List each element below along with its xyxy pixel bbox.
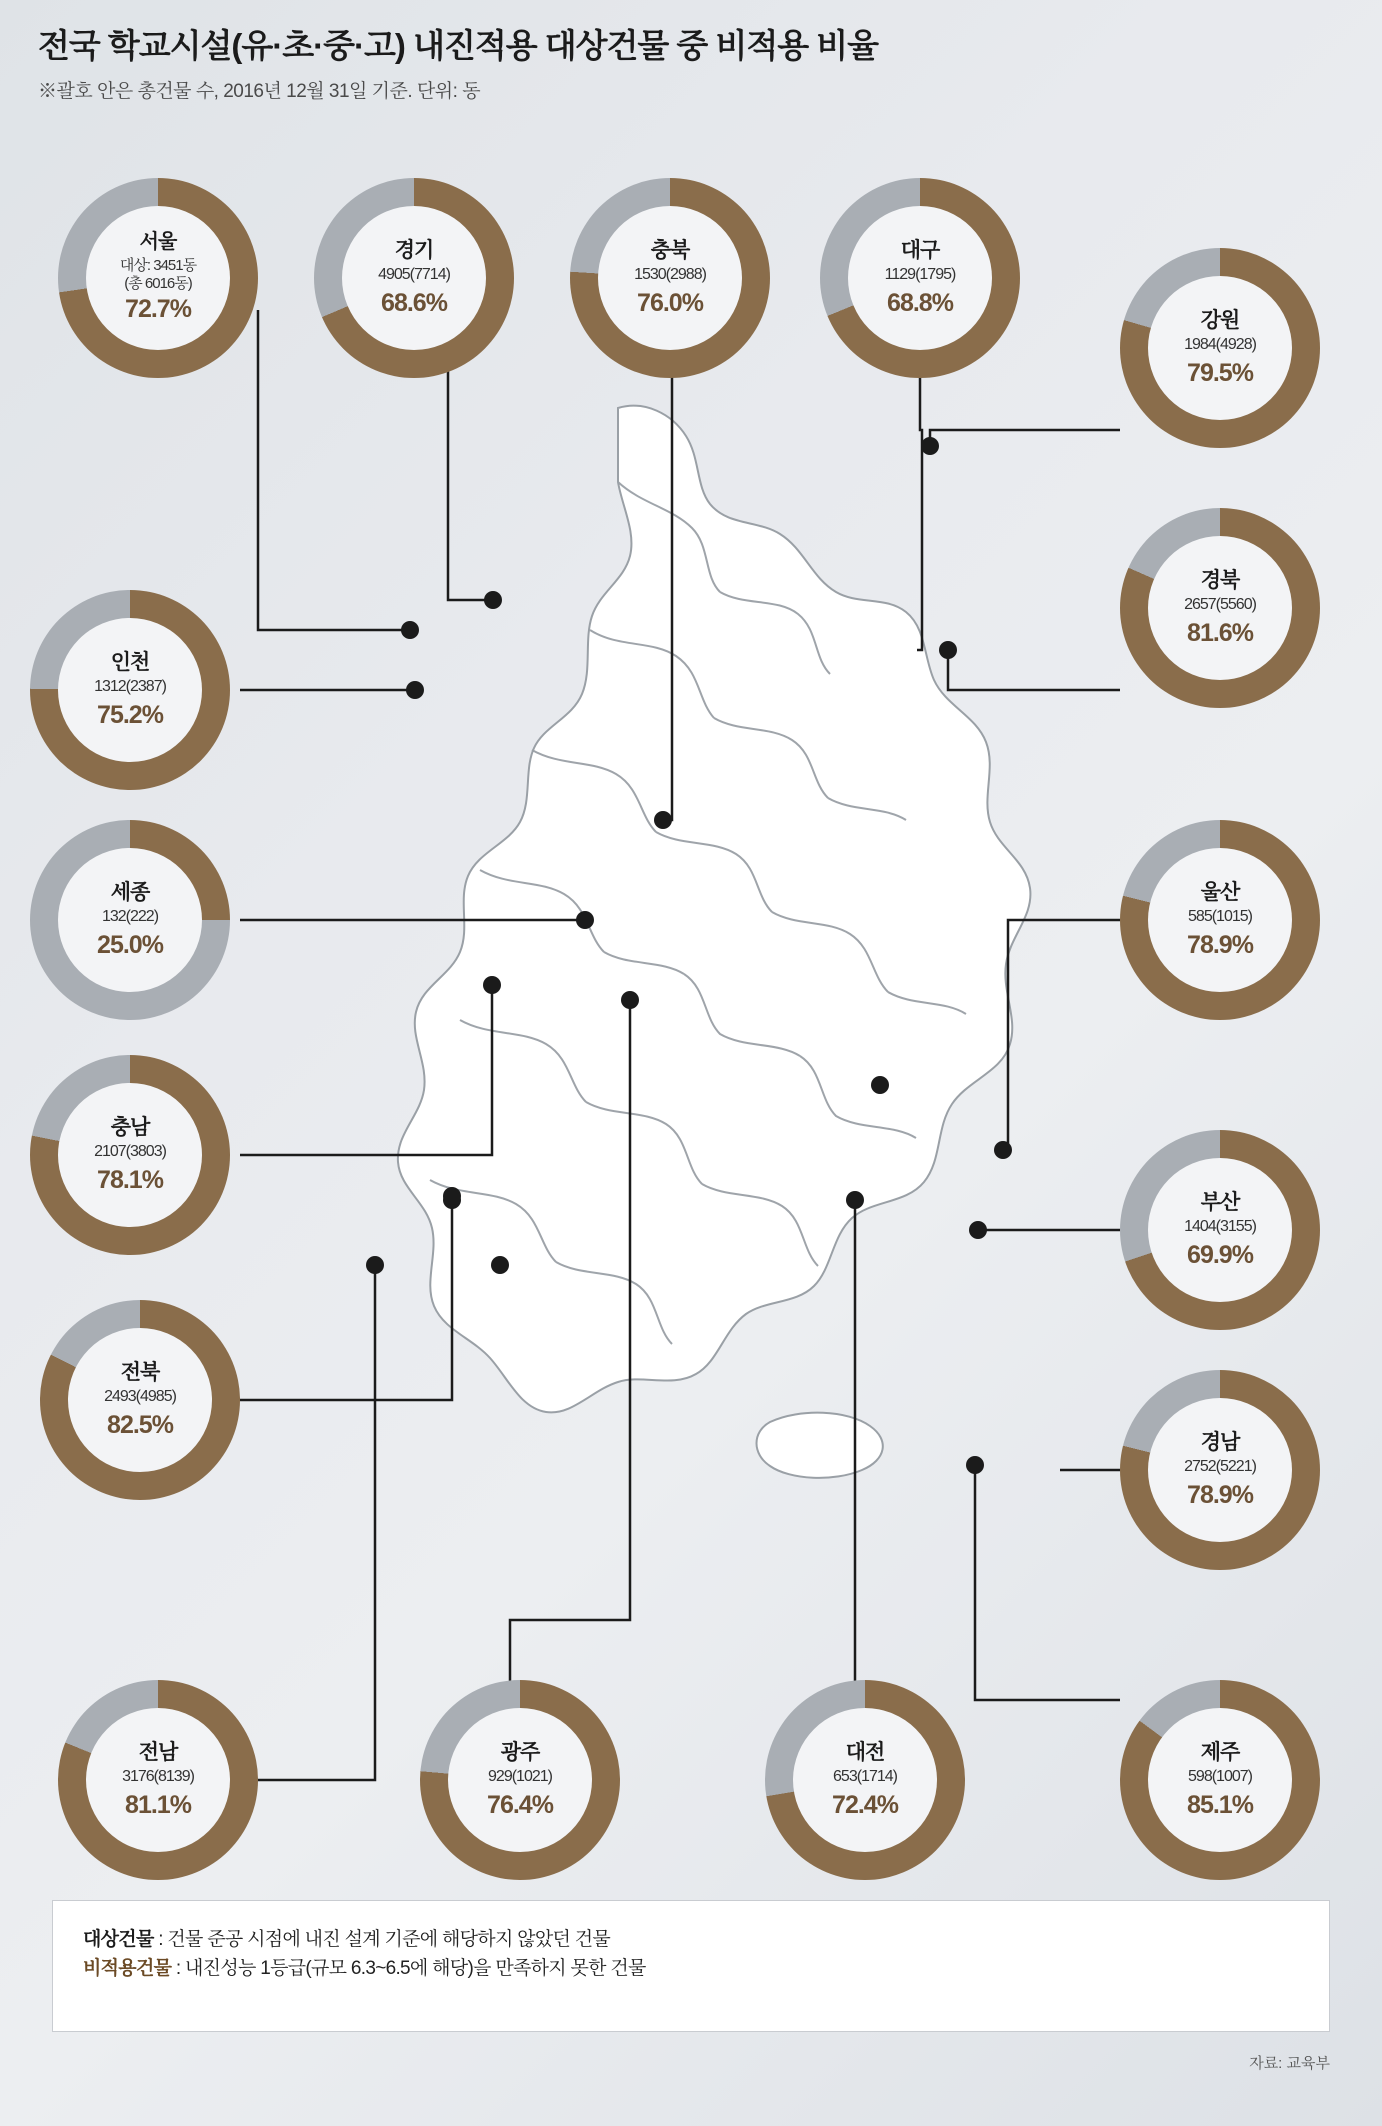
region-percent: 79.5%: [1187, 358, 1253, 387]
region-name: 충남: [110, 1115, 150, 1139]
donut-sejong[interactable]: [30, 820, 230, 1020]
region-percent: 68.8%: [887, 288, 953, 317]
region-line1: 4905(7714): [378, 266, 450, 284]
region-percent: 78.9%: [1187, 1480, 1253, 1509]
region-line1: 대상: 3451동: [119, 256, 197, 274]
donut-label: [1148, 848, 1292, 992]
donut-jeonnam[interactable]: [58, 1680, 258, 1880]
donut-label: [58, 848, 202, 992]
region-line2: (총 6016동): [124, 274, 192, 292]
region-name: 강원: [1200, 308, 1240, 332]
donut-chungbuk[interactable]: [570, 178, 770, 378]
region-name: 대구: [900, 238, 940, 262]
donut-label: [1148, 1708, 1292, 1852]
region-percent: 68.6%: [381, 288, 447, 317]
donut-label: [1148, 1398, 1292, 1542]
region-percent: 76.4%: [487, 1790, 553, 1819]
region-percent: 82.5%: [107, 1410, 173, 1439]
region-line1: 1530(2988): [634, 266, 706, 284]
region-line1: 585(1015): [1188, 908, 1252, 926]
donut-gyeongbuk[interactable]: [1120, 508, 1320, 708]
note-text-2: : 내진성능 1등급(규모 6.3~6.5에 해당)을 만족하지 못한 건물: [171, 1958, 646, 1980]
donut-gwangju[interactable]: [420, 1680, 620, 1880]
donut-label: [1148, 536, 1292, 680]
region-name: 경북: [1200, 568, 1240, 592]
donut-daejeon[interactable]: [765, 1680, 965, 1880]
region-name: 경남: [1200, 1430, 1240, 1454]
line-jeju: [975, 1465, 1120, 1700]
note-row-2: [83, 1954, 1299, 1983]
donut-incheon[interactable]: [30, 590, 230, 790]
region-name: 충북: [650, 238, 690, 262]
region-percent: 72.7%: [125, 295, 191, 324]
donut-chungnam[interactable]: [30, 1055, 230, 1255]
region-name: 세종: [110, 880, 150, 904]
donut-seoul[interactable]: [58, 178, 258, 378]
legend-note: [52, 1900, 1330, 2032]
region-percent: 25.0%: [97, 930, 163, 959]
region-percent: 76.0%: [637, 288, 703, 317]
region-line1: 598(1007): [1188, 1768, 1252, 1786]
note-text-1: : 건물 준공 시점에 내진 설계 기준에 해당하지 않았던 건물: [153, 1929, 611, 1950]
region-line1: 2752(5221): [1184, 1458, 1256, 1476]
region-percent: 85.1%: [1187, 1790, 1253, 1819]
region-percent: 81.6%: [1187, 618, 1253, 647]
donut-jeju[interactable]: [1120, 1680, 1320, 1880]
region-line1: 653(1714): [833, 1768, 897, 1786]
donut-gangwon[interactable]: [1120, 248, 1320, 448]
donut-label: [1148, 1158, 1292, 1302]
page-subtitle: ※괄호 안은 총건물 수, 2016년 12월 31일 기준. 단위: 동: [38, 80, 481, 102]
donut-label: [342, 206, 486, 350]
donut-busan[interactable]: [1120, 1130, 1320, 1330]
map-shape: [398, 406, 1031, 1478]
region-line1: 2107(3803): [94, 1143, 166, 1161]
region-name: 광주: [500, 1740, 540, 1764]
region-name: 대전: [845, 1740, 885, 1764]
region-line1: 1404(3155): [1184, 1218, 1256, 1236]
region-name: 울산: [1200, 880, 1240, 904]
region-percent: 78.1%: [97, 1165, 163, 1194]
donut-daegu[interactable]: [820, 178, 1020, 378]
region-line1: 1312(2387): [94, 678, 166, 696]
region-name: 인천: [110, 650, 150, 674]
region-name: 전남: [138, 1740, 178, 1764]
jeju-island-path: [757, 1413, 883, 1478]
mainland-path: [398, 406, 1031, 1413]
note-key-1: 대상건물: [83, 1929, 154, 1950]
region-percent: 78.9%: [1187, 930, 1253, 959]
source-label: 자료: 교육부: [1249, 2055, 1330, 2072]
donut-gyeongnam[interactable]: [1120, 1370, 1320, 1570]
region-percent: 81.1%: [125, 1790, 191, 1819]
donut-label: [848, 206, 992, 350]
region-line1: 2493(4985): [104, 1388, 176, 1406]
donut-jeonbuk[interactable]: [40, 1300, 240, 1500]
donut-gyeonggi[interactable]: [314, 178, 514, 378]
region-line1: 132(222): [101, 908, 159, 926]
donut-label: [1148, 276, 1292, 420]
region-name: 제주: [1200, 1740, 1240, 1764]
region-name: 경기: [394, 238, 434, 262]
region-line1: 1984(4928): [1184, 336, 1256, 354]
region-line1: 929(1021): [488, 1768, 552, 1786]
note-key-2: 비적용건물: [83, 1958, 172, 1980]
donut-label: [86, 206, 230, 350]
header: [38, 26, 1338, 103]
donut-label: [58, 618, 202, 762]
region-percent: 69.9%: [1187, 1240, 1253, 1269]
region-name: 부산: [1200, 1190, 1240, 1214]
region-name: 전북: [120, 1360, 160, 1384]
region-line1: 1129(1795): [884, 266, 956, 284]
donut-label: [448, 1708, 592, 1852]
korea-map: [300, 400, 1060, 1500]
donut-label: [598, 206, 742, 350]
donut-label: [58, 1083, 202, 1227]
region-percent: 72.4%: [832, 1790, 898, 1819]
region-percent: 75.2%: [97, 700, 163, 729]
donut-label: [68, 1328, 212, 1472]
region-line1: 3176(8139): [122, 1768, 194, 1786]
note-row-1: [83, 1925, 1299, 1954]
page-title: 전국 학교시설(유·초·중·고) 내진적용 대상건물 중 비적용 비율: [38, 27, 879, 64]
donut-label: [793, 1708, 937, 1852]
region-line1: 2657(5560): [1184, 596, 1256, 614]
region-name: 서울: [139, 231, 177, 254]
donut-ulsan[interactable]: [1120, 820, 1320, 1020]
donut-label: [86, 1708, 230, 1852]
